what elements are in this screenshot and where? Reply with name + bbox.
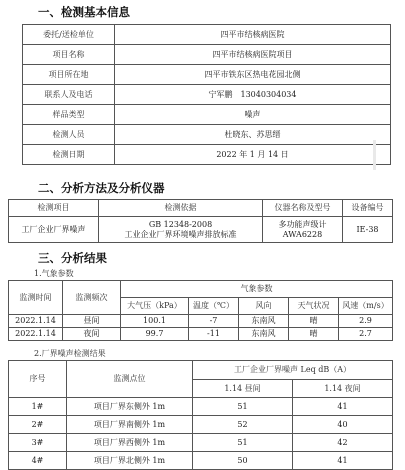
cell-wind-dir: 东南风: [239, 315, 289, 328]
col-monitor-time: 监测时间: [9, 281, 63, 315]
cell-weather: 晴: [289, 328, 339, 341]
noise-table: [8, 360, 393, 470]
table-row: [9, 434, 393, 452]
cell-no: 2#: [9, 416, 67, 434]
method-item: 工厂企业厂界噪声: [9, 217, 99, 243]
header-cell: 仪器名称及型号: [263, 200, 343, 217]
cell-pressure: 100.1: [121, 315, 189, 328]
info-label: 检测人员: [23, 125, 115, 145]
weather-caption: 1.气象参数: [34, 269, 74, 278]
cell-day: 52: [193, 416, 293, 434]
info-row: [23, 45, 391, 65]
weather-group-title: 气象参数: [121, 281, 393, 298]
basis-standard-code: GB 12348-2008: [148, 220, 213, 230]
instrument-model: AWA6228: [282, 229, 323, 239]
info-row: [23, 105, 391, 125]
cell-date: 2022.1.14: [9, 315, 63, 328]
info-label: 样品类型: [23, 105, 115, 125]
method-table: [8, 199, 393, 243]
cell-night: 40: [293, 416, 393, 434]
cell-freq: 夜间: [63, 328, 121, 341]
cell-wind-speed: 2.9: [339, 315, 393, 328]
basis-standard-name: 工业企业厂界环境噪声排放标准: [124, 229, 237, 239]
cell-night: 41: [293, 452, 393, 470]
cell-weather: 晴: [289, 315, 339, 328]
section-1-title: 一、检测基本信息: [38, 5, 130, 19]
cell-point: 项目厂界西侧外 1m: [67, 434, 193, 452]
info-row: [23, 25, 391, 45]
info-label: 委托/送检单位: [23, 25, 115, 45]
info-label: 检测日期: [23, 145, 115, 165]
param-weather: 天气状况: [289, 298, 339, 315]
cell-wind-dir: 东南风: [239, 328, 289, 341]
cell-day: 51: [193, 434, 293, 452]
cell-point: 项目厂界南侧外 1m: [67, 416, 193, 434]
table-row: [9, 328, 393, 341]
cell-wind-speed: 2.7: [339, 328, 393, 341]
table-row: [9, 416, 393, 434]
info-row: [23, 145, 391, 165]
info-row: [23, 125, 391, 145]
table-row: [9, 452, 393, 470]
cell-point: 项目厂界东侧外 1m: [67, 398, 193, 416]
method-row: [9, 217, 393, 243]
section-3-title: 三、分析结果: [38, 251, 107, 265]
col-monitor-freq: 监测频次: [63, 281, 121, 315]
cell-no: 1#: [9, 398, 67, 416]
info-label: 联系人及电话: [23, 85, 115, 105]
cell-point: 项目厂界北侧外 1m: [67, 452, 193, 470]
param-pressure: 大气压（kPa）: [121, 298, 189, 315]
noise-header-row: [9, 361, 393, 380]
method-instrument: [263, 217, 343, 243]
info-value: 噪声: [115, 105, 391, 125]
cell-temp: -11: [189, 328, 239, 341]
param-wind-direction: 风向: [239, 298, 289, 315]
info-value: 杜晓东、苏思缙: [115, 125, 391, 145]
info-row: [23, 65, 391, 85]
col-night: 1.14 夜间: [293, 380, 393, 398]
param-wind-speed: 风速（m/s）: [339, 298, 393, 315]
instrument-name: 多功能声级计: [278, 220, 327, 230]
info-label: 项目名称: [23, 45, 115, 65]
method-device-no: IE-38: [343, 217, 393, 243]
header-cell: 设备编号: [343, 200, 393, 217]
col-serial-no: 序号: [9, 361, 67, 398]
table-row: [9, 315, 393, 328]
header-cell: 检测依据: [99, 200, 263, 217]
cell-night: 41: [293, 398, 393, 416]
info-value: 2022 年 1 月 14 日: [115, 145, 391, 165]
col-day: 1.14 昼间: [193, 380, 293, 398]
noise-caption: 2.厂界噪声检测结果: [34, 349, 106, 358]
method-basis: [99, 217, 263, 243]
cell-no: 3#: [9, 434, 67, 452]
section-2-title: 二、分析方法及分析仪器: [38, 181, 165, 195]
cell-date: 2022.1.14: [9, 328, 63, 341]
scan-smudge: [373, 140, 376, 170]
weather-table: [8, 280, 393, 341]
cell-temp: -7: [189, 315, 239, 328]
basic-info-table: [22, 24, 391, 165]
col-monitor-point: 监测点位: [67, 361, 193, 398]
cell-no: 4#: [9, 452, 67, 470]
info-value: 四平市铁东区热电花园北侧: [115, 65, 391, 85]
table-row: [9, 398, 393, 416]
info-value: 四平市结核病医院项目: [115, 45, 391, 65]
param-temperature: 温度（℃）: [189, 298, 239, 315]
method-header-row: [9, 200, 393, 217]
noise-group-title: 工厂企业厂界噪声 Leq dB（A）: [193, 361, 393, 380]
cell-night: 42: [293, 434, 393, 452]
info-row: [23, 85, 391, 105]
info-value: 四平市结核病医院: [115, 25, 391, 45]
cell-freq: 昼间: [63, 315, 121, 328]
weather-header-row: [9, 281, 393, 298]
header-cell: 检测项目: [9, 200, 99, 217]
cell-day: 50: [193, 452, 293, 470]
info-label: 项目所在地: [23, 65, 115, 85]
info-value: 宁军鹏 13040304034: [115, 85, 391, 105]
cell-pressure: 99.7: [121, 328, 189, 341]
cell-day: 51: [193, 398, 293, 416]
